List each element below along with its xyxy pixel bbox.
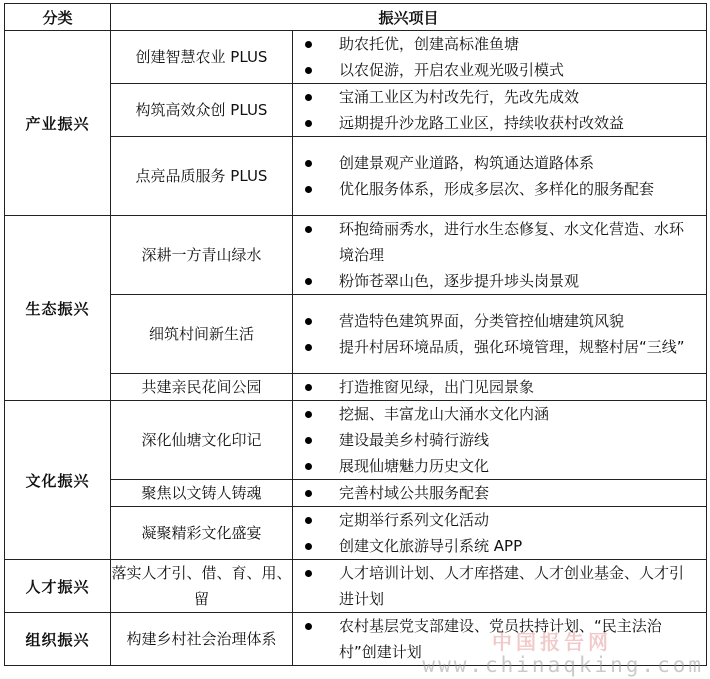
table-row	[5, 216, 707, 295]
item-list	[293, 401, 707, 480]
list-item: 营造特色建筑界面，分类管控仙塘建筑风貌	[293, 308, 706, 334]
item-list	[293, 480, 707, 507]
list-item: 提升村居环境品质，强化环境管理，规整村居“三线”	[293, 334, 706, 360]
sub-project: 构筑高效众创 PLUS	[111, 84, 293, 137]
bullet-icon	[305, 160, 312, 167]
table-row	[5, 401, 707, 480]
bullet-icon	[305, 120, 312, 127]
list-item: 挖掘、丰富龙山大涌水文化内涵	[293, 401, 706, 427]
item-list	[293, 374, 707, 401]
list-item: 创建景观产业道路，构筑通达道路体系	[293, 150, 706, 176]
watermark-url: www.chinaqking.com	[422, 653, 704, 677]
item-list	[293, 560, 707, 613]
table-row	[5, 560, 707, 613]
sub-project: 深化仙塘文化印记	[111, 401, 293, 480]
sub-project: 聚焦以文铸人铸魂	[111, 480, 293, 507]
list-item: 远期提升沙龙路工业区，持续收获村改效益	[293, 110, 706, 136]
revitalization-table	[4, 3, 707, 666]
table-row	[5, 507, 707, 560]
sub-project: 深耕一方青山绿水	[111, 216, 293, 295]
list-item: 优化服务体系，形成多层次、多样化的服务配套	[293, 176, 706, 202]
bullet-icon	[305, 67, 312, 74]
category-cell: 生态振兴	[5, 216, 111, 401]
bullet-icon	[305, 94, 312, 101]
sub-project: 点亮品质服务 PLUS	[111, 137, 293, 216]
item-list	[293, 84, 707, 137]
table-row	[5, 480, 707, 507]
list-item: 宝涌工业区为村改先行，先改先成效	[293, 84, 706, 110]
table-row	[5, 84, 707, 137]
list-item: 农村基层党支部建设、党员扶持计划、“民主法治村”创建计划	[293, 613, 706, 665]
list-item: 展现仙塘魅力历史文化	[293, 453, 706, 479]
bullet-icon	[305, 517, 312, 524]
category-cell: 人才振兴	[5, 560, 111, 613]
bullet-icon	[305, 570, 312, 577]
bullet-icon	[305, 463, 312, 470]
list-item: 建设最美乡村骑行游线	[293, 427, 706, 453]
header-projects: 振兴项目	[111, 4, 707, 31]
bullet-icon	[305, 490, 312, 497]
table-row	[5, 31, 707, 84]
list-item: 环抱绮丽秀水，进行水生态修复、水文化营造、水环境治理	[293, 216, 706, 268]
item-list	[293, 507, 707, 560]
sub-project: 凝聚精彩文化盛宴	[111, 507, 293, 560]
list-item: 粉饰苍翠山色，逐步提升埗头岗景观	[293, 268, 706, 294]
watermark-cn: 中国报告网	[492, 630, 612, 654]
sub-project: 细筑村间新生活	[111, 295, 293, 374]
bullet-icon	[305, 623, 312, 630]
table-row	[5, 613, 707, 666]
category-cell: 组织振兴	[5, 613, 111, 666]
bullet-icon	[305, 186, 312, 193]
sub-project: 落实人才引、借、育、用、留	[111, 560, 293, 613]
sub-project: 构建乡村社会治理体系	[111, 613, 293, 666]
bullet-icon	[305, 384, 312, 391]
bullet-icon	[305, 318, 312, 325]
list-item: 创建文化旅游导引系统 APP	[293, 533, 706, 559]
header-category: 分类	[5, 4, 111, 31]
category-cell: 文化振兴	[5, 401, 111, 560]
item-list	[293, 613, 707, 666]
list-item: 人才培训计划、人才库搭建、人才创业基金、人才引进计划	[293, 560, 706, 612]
bullet-icon	[305, 543, 312, 550]
item-list	[293, 31, 707, 84]
bullet-icon	[305, 41, 312, 48]
item-list	[293, 295, 707, 374]
item-list	[293, 216, 707, 295]
category-cell: 产业振兴	[5, 31, 111, 216]
sub-project: 共建亲民花间公园	[111, 374, 293, 401]
list-item: 定期举行系列文化活动	[293, 507, 706, 533]
bullet-icon	[305, 344, 312, 351]
list-item: 助农托优，创建高标准鱼塘	[293, 31, 706, 57]
table-row	[5, 374, 707, 401]
bullet-icon	[305, 226, 312, 233]
bullet-icon	[305, 411, 312, 418]
list-item: 以农促游，开启农业观光吸引模式	[293, 57, 706, 83]
list-item: 打造推窗见绿，出门见园景象	[293, 374, 706, 400]
list-item: 完善村域公共服务配套	[293, 480, 706, 506]
table-row	[5, 295, 707, 374]
header-row	[5, 4, 707, 31]
bullet-icon	[305, 278, 312, 285]
sub-project: 创建智慧农业 PLUS	[111, 31, 293, 84]
table-row	[5, 137, 707, 216]
bullet-icon	[305, 437, 312, 444]
item-list	[293, 137, 707, 216]
